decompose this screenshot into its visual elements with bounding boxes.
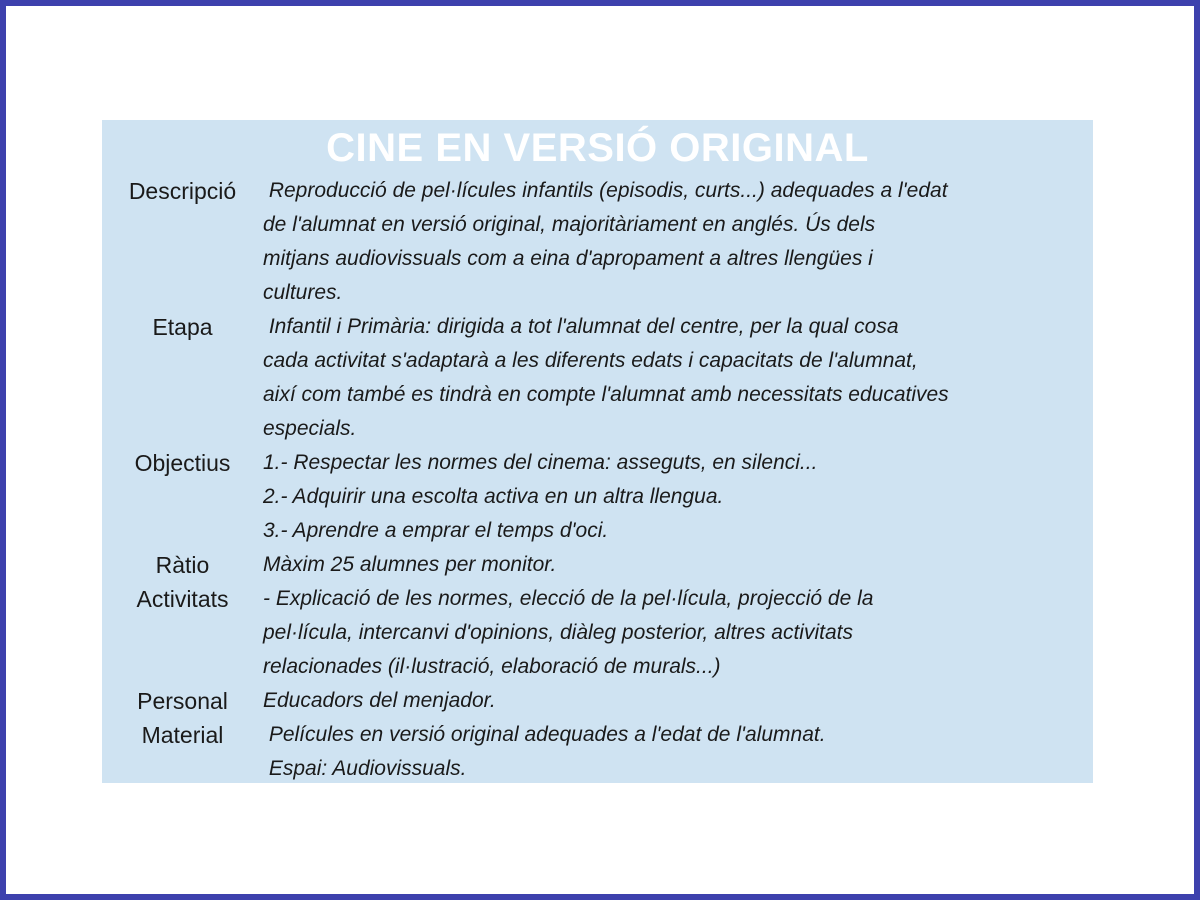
row-label: Objectius	[134, 450, 231, 476]
info-rows	[102, 174, 1093, 786]
row-content	[263, 718, 1093, 786]
row-text-line: Reproducció de pel·lícules infantils (episodis, curts...) adequades a l'edat	[263, 179, 948, 202]
info-row	[102, 174, 1093, 310]
card-title: CINE EN VERSIÓ ORIGINAL	[326, 126, 869, 170]
row-text-line: 3.- Aprendre a emprar el temps d'oci.	[263, 519, 609, 542]
row-content	[263, 548, 1093, 582]
row-text-line: així com també es tindrà en compte l'alumnat amb necessitats educatives	[263, 383, 949, 406]
info-row	[102, 310, 1093, 446]
info-row	[102, 684, 1093, 718]
row-text-line: Màxim 25 alumnes per monitor.	[263, 553, 557, 576]
row-content	[263, 310, 1093, 446]
row-label: Activitats	[136, 586, 229, 612]
info-row	[102, 718, 1093, 786]
row-text-line: cada activitat s'adaptarà a les diferents edats i capacitats de l'alumnat,	[263, 349, 918, 372]
row-content	[263, 582, 1093, 684]
row-label: Ràtio	[155, 552, 210, 578]
row-text-line: 1.- Respectar les normes del cinema: asseguts, en silenci...	[263, 451, 818, 474]
row-text-line: pel·lícula, intercanvi d'opinions, diàleg posterior, altres activitats	[263, 621, 853, 644]
row-text-line: Espai: Audiovissuals.	[263, 757, 467, 780]
row-text-line: Educadors del menjador.	[263, 689, 496, 712]
row-text-line: mitjans audiovissuals com a eina d'apropament a altres llengües i	[263, 247, 873, 270]
row-content	[263, 684, 1093, 718]
info-row	[102, 446, 1093, 548]
row-label: Material	[141, 722, 224, 748]
row-label: Personal	[137, 688, 228, 714]
row-content	[263, 174, 1093, 310]
row-text-line: - Explicació de les normes, elecció de la pel·lícula, projecció de la	[263, 587, 874, 610]
row-text-line: cultures.	[263, 281, 343, 304]
row-text-line: de l'alumnat en versió original, majoritàriament en anglés. Ús dels	[263, 213, 876, 236]
info-card	[102, 120, 1093, 783]
row-label: Descripció	[128, 178, 237, 204]
row-content	[263, 446, 1093, 548]
row-label: Etapa	[152, 314, 213, 340]
info-row	[102, 582, 1093, 684]
row-text-line: especials.	[263, 417, 357, 440]
row-text-line: Películes en versió original adequades a l'edat de l'alumnat.	[263, 723, 826, 746]
row-text-line: relacionades (il·lustració, elaboració de murals...)	[263, 655, 721, 678]
row-text-line: 2.- Adquirir una escolta activa en un altra llengua.	[263, 485, 724, 508]
info-row	[102, 548, 1093, 582]
row-text-line: Infantil i Primària: dirigida a tot l'alumnat del centre, per la qual cosa	[263, 315, 899, 338]
